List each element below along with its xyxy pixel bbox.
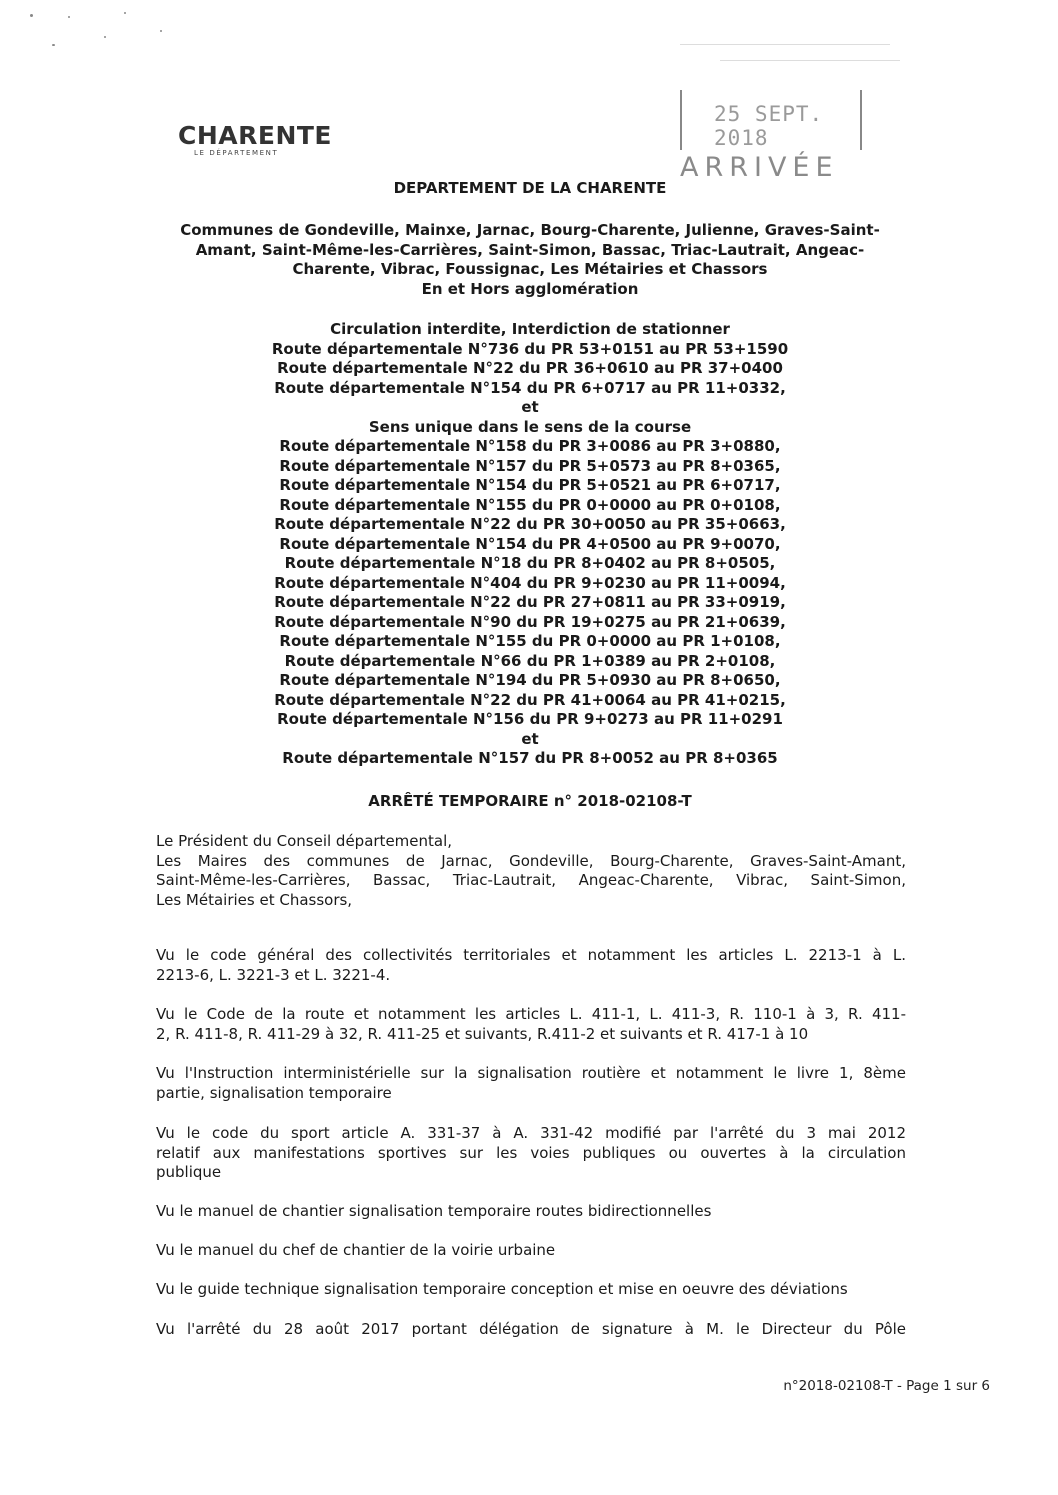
communes-line: Communes de Gondeville, Mainxe, Jarnac, Bourg-Charente, Julienne, Graves-Saint-: [180, 221, 880, 239]
arrete-title: [120, 792, 940, 812]
vu-paragraph: [156, 946, 906, 985]
vu-line: partie, signalisation temporaire: [156, 1083, 392, 1102]
vu-paragraph: [156, 1320, 906, 1340]
document-title: [120, 179, 940, 199]
intro-line: Saint-Même-les-Carrières, Bassac, Triac-Lautrait, Angeac-Charente, Vibrac, Saint-Simon,: [156, 871, 906, 889]
route-line: Route départementale N°736 du PR 53+0151 au PR 53+1590: [271, 339, 789, 358]
charente-logo: [178, 123, 332, 158]
vu-line: 2, R. 411-8, R. 411-29 à 32, R. 411-25 et suivants, R.411-2 et suivants et R. 417-1 à 10: [156, 1024, 809, 1043]
scan-speck: [124, 12, 126, 14]
route-line: et: [521, 398, 539, 416]
vu-line: Vu le guide technique signalisation temporaire conception et mise en oeuvre des déviations: [156, 1280, 848, 1298]
vu-paragraph: [156, 1241, 906, 1261]
route-line: Route départementale N°154 du PR 5+0521 au PR 6+0717,: [279, 476, 781, 494]
route-line: Sens unique dans le sens de la course: [368, 417, 692, 436]
scan-speck: [104, 36, 106, 38]
route-line: Route départementale N°22 du PR 41+0064 au PR 41+0215,: [274, 690, 786, 709]
vu-line: Vu le manuel de chantier signalisation temporaire routes bidirectionnelles: [156, 1202, 712, 1220]
communes-line: Amant, Saint-Même-les-Carrières, Saint-Simon, Bassac, Triac-Lautrait, Angeac-: [195, 240, 865, 259]
vu-line: Vu l'arrêté du 28 août 2017 portant délégation de signature à M. le Directeur du Pôle: [156, 1320, 906, 1338]
route-line: Route départementale N°156 du PR 9+0273 au PR 11+0291: [277, 710, 783, 728]
route-line: Route départementale N°404 du PR 9+0230 au PR 11+0094,: [274, 573, 786, 592]
intro-line: Les Maires des communes de Jarnac, Gondeville, Bourg-Charente, Graves-Saint-Amant,: [156, 851, 906, 870]
intro-block: [156, 832, 906, 910]
vu-line: relatif aux manifestations sportives sur les voies publiques ou ouvertes à la circulation: [156, 1143, 906, 1162]
scan-speck: [52, 44, 55, 46]
arrete-number: ARRÊTÉ TEMPORAIRE n° 2018-02108-T: [368, 792, 692, 810]
vu-paragraph: [156, 1202, 906, 1222]
route-line: et: [521, 729, 539, 748]
vu-line: Vu le manuel du chef de chantier de la voirie urbaine: [156, 1241, 556, 1259]
received-stamp: [676, 88, 866, 188]
scan-mark: [720, 60, 900, 61]
vu-line: Vu l'Instruction interministérielle sur la signalisation routière et notamment le livre 1, 8ème: [156, 1064, 906, 1082]
vu-line: Vu le code du sport article A. 331-37 à A. 331-42 modifié par l'arrêté du 3 mai 2012: [156, 1124, 906, 1142]
communes-line: Charente, Vibrac, Foussignac, Les Métairies et Chassors: [292, 260, 768, 278]
page-footer: n°2018-02108-T - Page 1 sur 6: [783, 1378, 990, 1394]
route-line: Route départementale N°155 du PR 0+0000 au PR 0+0108,: [279, 495, 781, 514]
route-line: Route départementale N°22 du PR 27+0811 au PR 33+0919,: [274, 593, 786, 611]
title-line: DEPARTEMENT DE LA CHARENTE: [393, 179, 667, 197]
vu-line: Vu le Code de la route et notamment les articles L. 411-1, L. 411-3, R. 110-1 à 3, R. 411-: [156, 1005, 906, 1023]
vu-line: 2213-6, L. 3221-3 et L. 3221-4.: [156, 965, 391, 984]
scan-speck: [160, 30, 162, 32]
vu-paragraph: [156, 1280, 906, 1300]
stamp-label: ARRIVÉE: [680, 152, 839, 183]
route-line: Route départementale N°66 du PR 1+0389 au PR 2+0108,: [284, 651, 776, 670]
vu-paragraph: [156, 1124, 906, 1183]
intro-line: Le Président du Conseil départemental,: [156, 832, 453, 850]
vu-line: Vu le code général des collectivités territoriales et notamment les articles L. 2213-1 à L.: [156, 946, 906, 964]
route-line: Route départementale N°22 du PR 36+0610 au PR 37+0400: [277, 359, 783, 377]
communes-line: En et Hors agglomération: [421, 279, 639, 298]
stamp-date: 25 SEPT. 2018: [714, 102, 824, 150]
logo-subtitle: LE DÉPARTEMENT: [194, 149, 279, 157]
route-line: Route départementale N°157 du PR 8+0052 au PR 8+0365: [282, 749, 778, 767]
vu-paragraph: [156, 1064, 906, 1103]
route-line: Route départementale N°22 du PR 30+0050 au PR 35+0663,: [274, 515, 786, 533]
vu-line: publique: [156, 1163, 222, 1181]
route-line: Route départementale N°18 du PR 8+0402 au PR 8+0505,: [284, 554, 776, 572]
route-line: Route départementale N°158 du PR 3+0086 au PR 3+0880,: [279, 437, 781, 455]
route-line: Circulation interdite, Interdiction de stationner: [330, 320, 730, 338]
route-line: Route départementale N°154 du PR 4+0500 au PR 9+0070,: [279, 534, 781, 553]
scan-speck: [68, 16, 70, 18]
vu-paragraph: [156, 1005, 906, 1044]
route-line: Route départementale N°157 du PR 5+0573 au PR 8+0365,: [279, 456, 781, 475]
scan-speck: [30, 14, 33, 17]
route-line: Route départementale N°90 du PR 19+0275 au PR 21+0639,: [274, 612, 786, 631]
scan-mark: [680, 44, 890, 45]
routes-block: [120, 320, 940, 769]
intro-line: Les Métairies et Chassors,: [156, 890, 353, 909]
communes-block: [120, 221, 940, 299]
route-line: Route départementale N°155 du PR 0+0000 au PR 1+0108,: [279, 632, 781, 650]
route-line: Route départementale N°194 du PR 5+0930 au PR 8+0650,: [279, 671, 781, 689]
logo-wordmark: CHARENTE: [178, 121, 332, 150]
route-line: Route départementale N°154 du PR 6+0717 au PR 11+0332,: [274, 378, 786, 397]
